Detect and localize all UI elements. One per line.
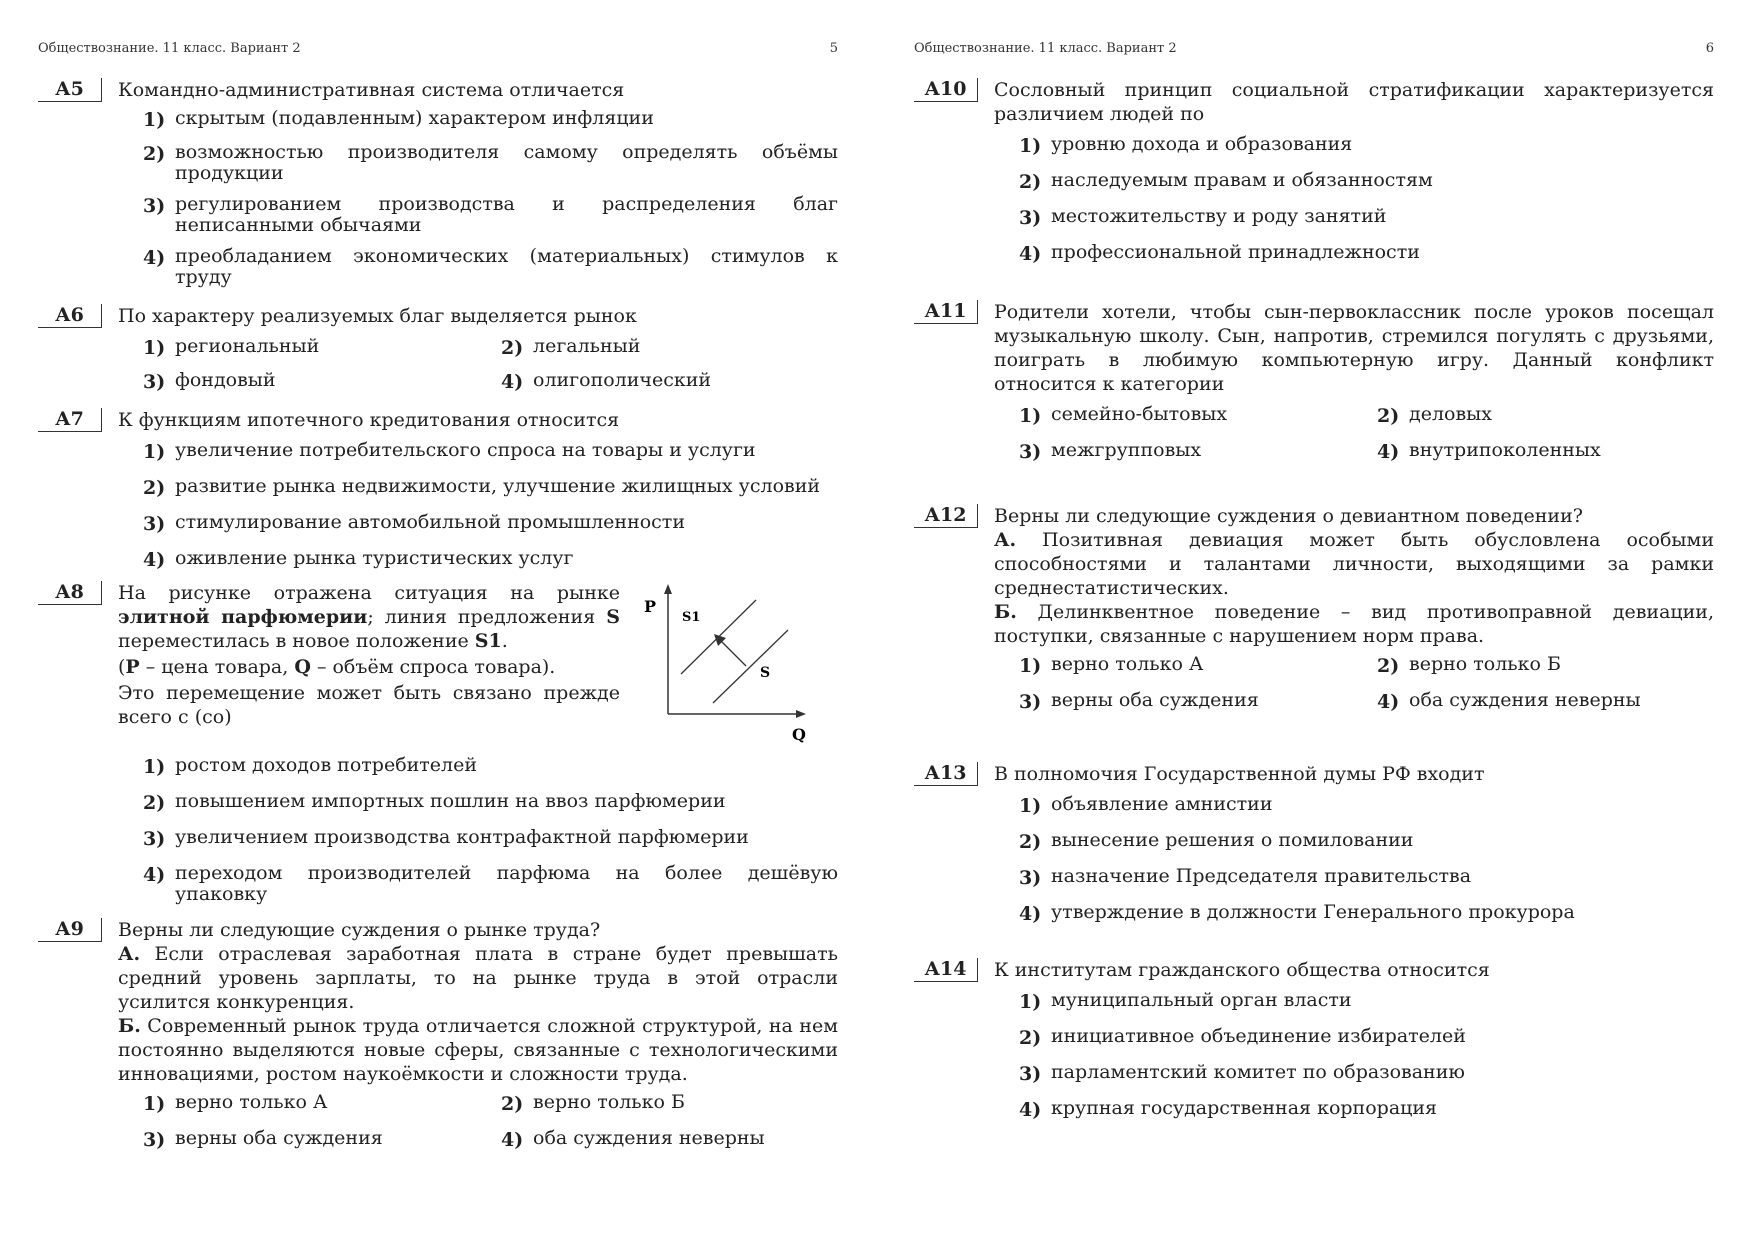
answer-option-4[interactable] xyxy=(1019,242,1714,266)
option-text: местожительству и роду занятий xyxy=(1051,205,1387,227)
question-a11 xyxy=(914,300,1714,464)
x-axis-label: Q xyxy=(792,725,806,744)
option-number: 4) xyxy=(1019,903,1042,925)
option-number: 4) xyxy=(501,371,524,393)
option-text: элитной парфюмерии xyxy=(118,606,368,628)
question-a9 xyxy=(38,918,838,1152)
option-text: верно только Б xyxy=(533,1091,685,1113)
answer-option-4[interactable] xyxy=(143,246,838,288)
option-text: Б. xyxy=(994,601,1017,623)
option-text: деловых xyxy=(1409,403,1492,425)
option-number: 2) xyxy=(1019,1027,1042,1049)
option-number: 1) xyxy=(143,1093,166,1115)
option-text: . xyxy=(501,630,508,652)
option-number: 2) xyxy=(1377,405,1400,427)
option-number: 4) xyxy=(1019,1099,1042,1121)
option-text: внутрипоколенных xyxy=(1409,439,1601,461)
option-number: 1) xyxy=(1019,405,1042,427)
question-tag: А8 xyxy=(38,581,102,605)
option-text: преобладанием экономических (материальных) стимулов к труду xyxy=(175,245,838,288)
option-text: Современный рынок труда отличается сложной структурой, на нем постоянно выделяются новые сферы, связанные с технологическими инновациями, ростом наукоёмкости и сложности труда. xyxy=(118,1015,838,1085)
option-number: 3) xyxy=(143,371,166,393)
question-text: Командно-административная система отличается xyxy=(118,79,625,101)
option-number: 4) xyxy=(1377,691,1400,713)
option-number: 1) xyxy=(1019,991,1042,1013)
option-number: 1) xyxy=(143,441,166,463)
option-text: ( xyxy=(118,656,126,678)
option-number: 3) xyxy=(1019,691,1042,713)
y-axis-label: P xyxy=(644,597,657,616)
option-number: 4) xyxy=(501,1129,524,1151)
answer-option-3[interactable] xyxy=(143,827,838,851)
answer-option-4[interactable] xyxy=(501,1128,801,1152)
option-text: профессиональной принадлежности xyxy=(1051,241,1420,263)
option-number: 3) xyxy=(143,513,166,535)
option-number: 2) xyxy=(501,1093,524,1115)
option-number: 2) xyxy=(1019,171,1042,193)
statement-b xyxy=(994,600,1714,648)
question-a13 xyxy=(914,762,1714,936)
answer-option-1[interactable] xyxy=(1019,794,1714,818)
option-number: 4) xyxy=(143,247,166,269)
option-text: оба суждения неверны xyxy=(533,1127,765,1149)
option-number: 3) xyxy=(1019,867,1042,889)
y-axis-arrow xyxy=(664,584,672,594)
option-text: Позитивная девиация может быть обусловлена особыми способностями и талантами личности, выходящими за рамки среднестатистических. xyxy=(994,529,1714,599)
header-title: Обществознание. 11 класс. Вариант 2 xyxy=(38,41,301,56)
option-text: уровню дохода и образования xyxy=(1051,133,1353,155)
option-text: А. xyxy=(118,943,141,965)
answer-option-1[interactable] xyxy=(143,440,838,464)
answer-option-4[interactable] xyxy=(1019,1098,1714,1122)
option-text: фондовый xyxy=(175,369,276,391)
answer-option-2[interactable] xyxy=(1377,404,1677,428)
question-tag: А14 xyxy=(914,958,978,982)
option-text: P xyxy=(125,656,140,678)
option-text: S xyxy=(606,606,620,628)
question-a14 xyxy=(914,958,1714,1132)
option-text: возможностью производителя самому определять объёмы продукции xyxy=(175,141,838,184)
option-number: 1) xyxy=(1019,655,1042,677)
option-text: верно только А xyxy=(1051,653,1204,675)
option-text: Если отраслевая заработная плата в стране будет превышать средний уровень зарплаты, то на рынке труда в этой отрасли усилится конкуренция. xyxy=(118,943,838,1013)
page-header xyxy=(38,41,838,56)
answer-option-4[interactable] xyxy=(143,863,838,905)
option-number: 2) xyxy=(1377,655,1400,677)
page-number: 5 xyxy=(829,41,838,56)
answer-option-1[interactable] xyxy=(143,755,838,779)
option-number: 4) xyxy=(1019,243,1042,265)
answer-option-2[interactable] xyxy=(1019,170,1714,194)
option-text: межгрупповых xyxy=(1051,439,1202,461)
question-text: Родители хотели, чтобы сын-первоклассник после уроков посещал музыкальную школу. Сын, напротив, стремился погулять с друзьями, поиграть в любимую компьютерную игру. Данный конфликт относится к категории xyxy=(994,301,1714,395)
option-text: Делинквентное поведение – вид противоправной девиации, поступки, связанные с нарушением норм права. xyxy=(994,601,1714,647)
option-text: инициативное объединение избирателей xyxy=(1051,1025,1466,1047)
answer-option-3[interactable] xyxy=(1019,206,1714,230)
option-number: 4) xyxy=(143,549,166,571)
question-text xyxy=(118,581,620,653)
question-tag: А6 xyxy=(38,304,102,328)
answer-option-2[interactable] xyxy=(1019,830,1714,854)
question-tag: А9 xyxy=(38,918,102,942)
option-text: – объём спроса товара). xyxy=(310,656,556,678)
question-text: К институтам гражданского общества относится xyxy=(994,959,1490,981)
option-text: ; линия предложения xyxy=(367,606,607,628)
option-text: На рисунке отражена ситуация на рынке xyxy=(118,582,620,604)
page-number: 6 xyxy=(1705,41,1714,56)
question-tail: Это перемещение может быть связано прежде всего с (со) xyxy=(118,682,620,728)
option-number: 3) xyxy=(1019,1063,1042,1085)
option-number: 1) xyxy=(143,109,166,131)
option-number: 2) xyxy=(143,792,166,814)
label-s1: S1 xyxy=(682,610,701,625)
option-text: утверждение в должности Генерального прокурора xyxy=(1051,901,1575,923)
option-number: 3) xyxy=(143,828,166,850)
option-number: 2) xyxy=(1019,831,1042,853)
question-text: Верны ли следующие суждения о рынке труда? xyxy=(118,919,601,941)
question-tag: А12 xyxy=(914,504,978,528)
question-text: Верны ли следующие суждения о девиантном поведении? xyxy=(994,505,1583,527)
option-text: парламентский комитет по образованию xyxy=(1051,1061,1465,1083)
question-legend xyxy=(118,655,620,679)
option-text: А. xyxy=(994,529,1017,551)
option-text: ростом доходов потребителей xyxy=(175,754,478,776)
option-text: муниципальный орган власти xyxy=(1051,989,1352,1011)
question-tag: А10 xyxy=(914,78,978,102)
answer-option-2[interactable] xyxy=(143,142,838,184)
option-number: 3) xyxy=(143,1129,166,1151)
option-number: 1) xyxy=(1019,795,1042,817)
question-a6 xyxy=(38,304,838,394)
option-text: скрытым (подавленным) характером инфляции xyxy=(175,107,654,129)
option-number: 4) xyxy=(143,864,166,886)
answer-option-1[interactable] xyxy=(1019,404,1377,428)
answer-option-1[interactable] xyxy=(1019,990,1714,1014)
question-tag: А7 xyxy=(38,408,102,432)
option-text: регулированием производства и распределения благ неписанными обычаями xyxy=(175,193,838,236)
answer-option-2[interactable] xyxy=(1377,654,1677,678)
option-number: 4) xyxy=(1377,441,1400,463)
option-text: – цена товара, xyxy=(139,656,295,678)
option-text: региональный xyxy=(175,335,320,357)
question-text: По характеру реализуемых благ выделяется рынок xyxy=(118,305,637,327)
option-text: переходом производителей парфюма на более дешёвую упаковку xyxy=(175,862,838,905)
option-text: верны оба суждения xyxy=(175,1127,383,1149)
answer-option-4[interactable] xyxy=(1377,440,1677,464)
question-text: К функциям ипотечного кредитования относится xyxy=(118,409,620,431)
option-text: увеличение потребительского спроса на товары и услуги xyxy=(175,439,756,461)
answer-option-1[interactable] xyxy=(1019,134,1714,158)
option-text: верны оба суждения xyxy=(1051,689,1259,711)
page-header xyxy=(914,41,1714,56)
option-number: 2) xyxy=(143,143,166,165)
answer-option-3[interactable] xyxy=(1019,866,1714,890)
option-text: назначение Председателя правительства xyxy=(1051,865,1472,887)
option-text: оживление рынка туристических услуг xyxy=(175,547,574,569)
option-text: олигополический xyxy=(533,369,712,391)
statement-b xyxy=(118,1014,838,1086)
supply-shift-chart xyxy=(638,578,838,753)
answer-option-1[interactable] xyxy=(143,336,501,360)
answer-option-4[interactable] xyxy=(1377,690,1677,714)
shift-arrow-line xyxy=(720,640,746,666)
right-page xyxy=(914,0,1714,1239)
option-number: 1) xyxy=(143,337,166,359)
question-a12 xyxy=(914,504,1714,714)
option-text: развитие рынка недвижимости, улучшение жилищных условий xyxy=(175,475,821,497)
option-text: S1 xyxy=(474,630,502,652)
question-text: В полномочия Государственной думы РФ входит xyxy=(994,763,1485,785)
option-number: 3) xyxy=(1019,207,1042,229)
option-text: повышением импортных пошлин на ввоз парфюмерии xyxy=(175,790,726,812)
answer-option-4[interactable] xyxy=(501,370,801,394)
option-number: 2) xyxy=(143,477,166,499)
answer-option-1[interactable] xyxy=(1019,654,1377,678)
answer-option-3[interactable] xyxy=(143,194,838,236)
option-number: 1) xyxy=(143,756,166,778)
answer-option-3[interactable] xyxy=(1019,1062,1714,1086)
answer-option-3[interactable] xyxy=(143,512,838,536)
question-text: Сословный принцип социальной стратификации характеризуется различием людей по xyxy=(994,79,1714,125)
question-a10 xyxy=(914,78,1714,276)
left-page xyxy=(38,0,838,1239)
option-text: Б. xyxy=(118,1015,141,1037)
x-axis-arrow xyxy=(796,710,806,718)
answer-option-4[interactable] xyxy=(143,548,838,572)
option-text: увеличением производства контрафактной парфюмерии xyxy=(175,826,749,848)
option-text: наследуемым правам и обязанностям xyxy=(1051,169,1433,191)
option-text: верно только А xyxy=(175,1091,328,1113)
answer-option-3[interactable] xyxy=(1019,690,1377,714)
option-number: 3) xyxy=(1019,441,1042,463)
question-a7 xyxy=(38,408,838,582)
option-text: объявление амнистии xyxy=(1051,793,1273,815)
statement-a xyxy=(118,942,838,1014)
answer-option-2[interactable] xyxy=(1019,1026,1714,1050)
answer-option-1[interactable] xyxy=(143,108,838,132)
option-text: семейно-бытовых xyxy=(1051,403,1228,425)
statement-a xyxy=(994,528,1714,600)
option-number: 3) xyxy=(143,195,166,217)
answer-option-4[interactable] xyxy=(1019,902,1714,926)
option-number: 1) xyxy=(1019,135,1042,157)
answer-option-3[interactable] xyxy=(1019,440,1377,464)
question-a5 xyxy=(38,78,838,298)
label-s: S xyxy=(760,665,771,681)
answer-option-2[interactable] xyxy=(501,336,801,360)
option-text: крупная государственная корпорация xyxy=(1051,1097,1438,1119)
answer-option-2[interactable] xyxy=(143,476,838,500)
option-text: стимулирование автомобильной промышленности xyxy=(175,511,685,533)
header-title: Обществознание. 11 класс. Вариант 2 xyxy=(914,41,1177,56)
option-text: Q xyxy=(294,656,311,678)
answer-option-3[interactable] xyxy=(143,370,501,394)
supply-curve-s xyxy=(713,630,788,703)
option-text: верно только Б xyxy=(1409,653,1561,675)
option-text: переместилась в новое положение xyxy=(118,630,475,652)
question-tag: А11 xyxy=(914,300,978,324)
option-text: вынесение решения о помиловании xyxy=(1051,829,1414,851)
answer-option-2[interactable] xyxy=(501,1092,801,1116)
option-text: оба суждения неверны xyxy=(1409,689,1641,711)
answer-option-1[interactable] xyxy=(143,1092,501,1116)
answer-option-3[interactable] xyxy=(143,1128,501,1152)
question-tag: А13 xyxy=(914,762,978,786)
option-text: легальный xyxy=(533,335,641,357)
option-number: 2) xyxy=(501,337,524,359)
question-tag: А5 xyxy=(38,78,102,102)
answer-option-2[interactable] xyxy=(143,791,838,815)
